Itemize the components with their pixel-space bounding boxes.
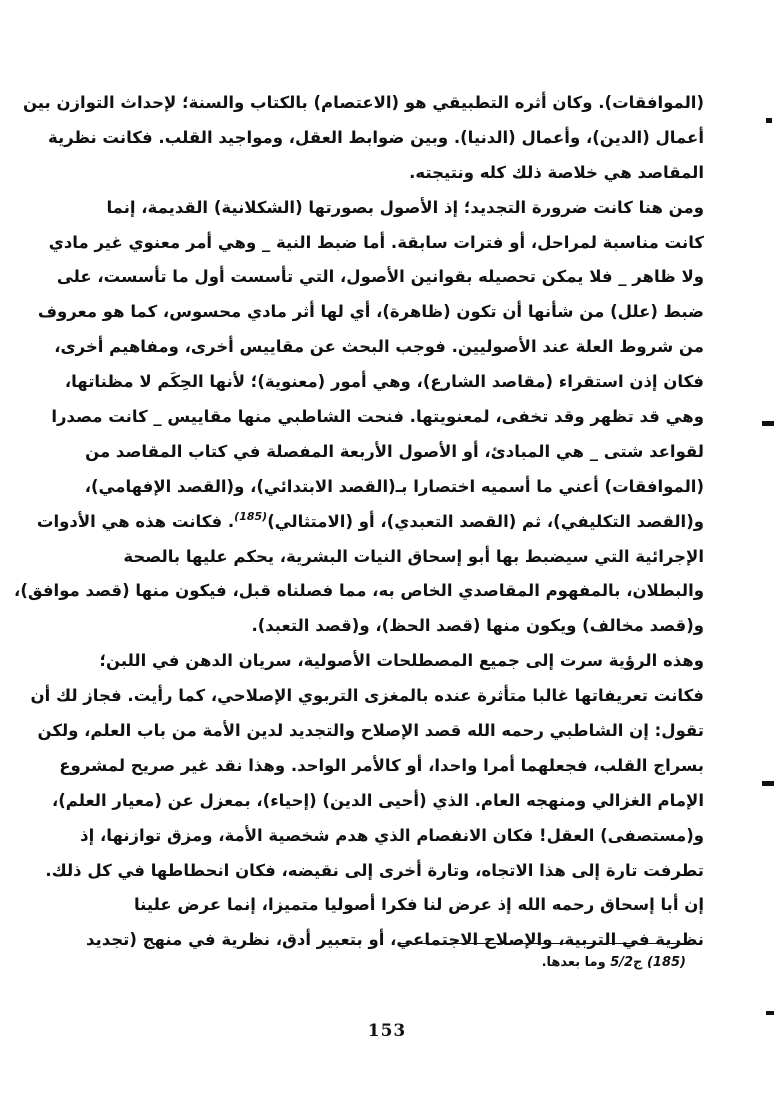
text-line-13 (36, 505, 704, 540)
text-line-16: و(قصد مخالف) ويكون منها (قصد الحظ)، و(قصد التعبد). (251, 616, 704, 636)
body-text (14, 86, 704, 958)
text-line-17: وهذه الرؤية سرت إلى جميع المصطلحات الأصولية، سريان الدهن في اللبن؛ (99, 651, 704, 671)
footnote-volume-page: 5/2 (610, 955, 634, 970)
text-line-13-main: و(القصد التكليفي)، ثم (القصد التعبدي)، أو (الامتثالي) (267, 511, 704, 531)
scan-edge-mark-1 (766, 118, 772, 123)
text-line-12: (الموافقات) أعني ما أسميه اختصارا بـ(القصد الابتدائي)، و(القصد الإفهامي)، (84, 476, 704, 496)
footnote-suffix: وما بعدها. (541, 955, 611, 970)
footnote-prefix: ج (633, 955, 643, 970)
text-line-7: ضبط (علل) من شأنها أن تكون (ظاهرة)، أي لها أثر مادي محسوس، كما هو معروف (37, 302, 704, 322)
text-line-14: الإجرائية التي سيضبط بها أبو إسحاق النيات البشرية، يحكم عليها بالصحة (123, 546, 704, 566)
text-line-8: من شروط العلة عند الأصوليين. فوجب البحث عن مقاييس أخرى، ومفاهيم أخرى، (54, 337, 704, 357)
text-line-1: (الموافقات). وكان أثره التطبيقي هو (الاعتصام) بالكتاب والسنة؛ لإحداث التوازن بين (22, 93, 704, 112)
text-line-21: الإمام الغزالي ومنهجه العام. الذي (أحيى الدين) (إحياء)، بمعزل عن (معيار العلم)، (52, 790, 704, 810)
text-line-5: كانت مناسبة لمراحل، أو فترات سابقة. أما ضبط النية _ وهي أمر معنوي غير مادي (48, 232, 704, 252)
footnote-separator (398, 943, 690, 944)
text-line-13-tail: . فكانت هذه هي الأدوات (36, 511, 235, 531)
text-line-11: لقواعد شتى _ هي المبادئ، أو الأصول الأربعة المفصلة في كتاب المقاصد من (85, 441, 704, 461)
footnote-reference[interactable]: (185) (234, 509, 268, 523)
text-line-18: فكانت تعريفاتها غالبا متأثرة عنده بالمغزى التربوي الإصلاحي، كما رأيت. فجاز لك أن (30, 686, 704, 706)
text-line-4: ومن هنا كانت ضرورة التجديد؛ إذ الأصول بصورتها (الشكلانية) القديمة، إنما (106, 197, 704, 217)
text-line-24: إن أبا إسحاق رحمه الله إذ عرض لنا فكرا أصوليا متميزا، إنما عرض علينا (133, 895, 704, 915)
text-line-22: و(مستصفى) العقل! فكان الانفصام الذي هدم شخصية الأمة، ومزق توازنها، إذ (80, 825, 704, 845)
footnote (542, 955, 686, 970)
text-line-2: أعمال (الدين)، وأعمال (الدنيا). وبين ضوابط العقل، ومواجيد القلب. فكانت نظرية (47, 127, 704, 147)
text-line-23: تطرفت تارة إلى هذا الاتجاه، وتارة أخرى إلى نقيضه، فكان انحطاطها في كل ذلك. (45, 860, 704, 880)
scan-edge-mark-3 (762, 781, 774, 786)
text-line-19: تقول: إن الشاطبي رحمه الله قصد الإصلاح والتجديد لدين الأمة من باب العلم، ولكن (37, 721, 704, 741)
text-line-6: ولا ظاهر _ فلا يمكن تحصيله بقوانين الأصول، التي تأسست أول ما تأسست، على (56, 267, 704, 287)
footnote-number: (185) (646, 955, 686, 970)
text-line-9: فكان إذن استقراء (مقاصد الشارع)، وهي أمور (معنوية)؛ لأنها الحِكَم لا مظناتها، (64, 372, 704, 392)
text-line-3: المقاصد هي خلاصة ذلك كله ونتيجته. (409, 162, 704, 182)
scan-edge-mark-2 (762, 421, 774, 426)
text-line-25: نظرية في التربية، والإصلاح الاجتماعي، أو بتعبير أدق، نظرية في منهج (تجديد (86, 930, 704, 950)
text-line-20: بسراج القلب، فجعلهما أمرا واحدا، أو كالأمر الواحد. وهذا نقد غير صريح لمشروع (59, 755, 704, 775)
page-number: 153 (367, 1021, 407, 1041)
text-line-15: والبطلان، بالمفهوم المقاصدي الخاص به، مما فصلناه قبل، فيكون منها (قصد موافق)، (14, 581, 704, 601)
scan-edge-mark-4 (766, 1011, 774, 1015)
text-line-10: وهي قد تظهر وقد تخفى، لمعنويتها. فنحت الشاطبي منها مقاييس _ كانت مصدرا (51, 407, 704, 427)
